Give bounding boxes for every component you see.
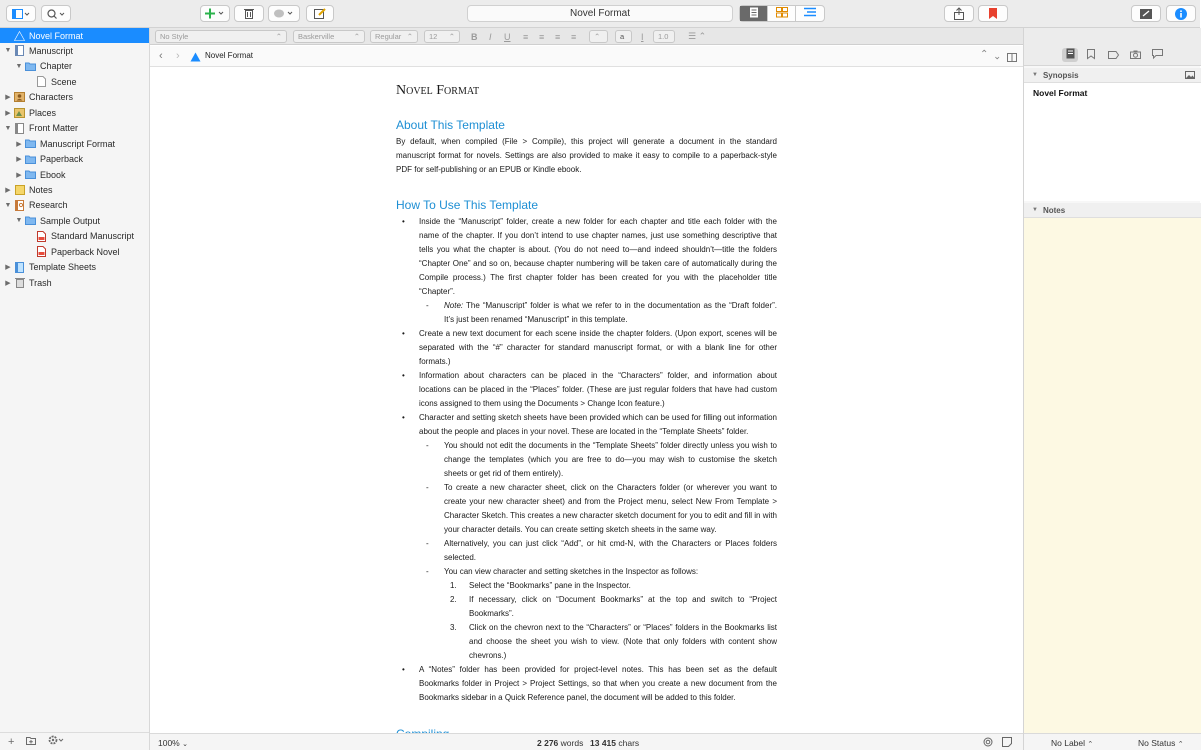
binder-item[interactable] bbox=[0, 213, 149, 228]
chevron-updown-icon: ⌃ bbox=[353, 32, 360, 41]
chevron-updown-icon: ⌃ bbox=[594, 32, 601, 41]
tab-metadata[interactable] bbox=[1105, 48, 1121, 62]
binder-item-label: Trash bbox=[29, 277, 52, 288]
heading-how-to-use: How To Use This Template bbox=[396, 198, 539, 212]
folder-icon bbox=[25, 139, 36, 149]
corkboard-view-button[interactable] bbox=[768, 6, 796, 21]
add-button[interactable] bbox=[200, 5, 230, 22]
binder-item-label: Paperback Novel bbox=[51, 246, 120, 257]
disclosure-triangle-icon[interactable]: ▶ bbox=[5, 187, 11, 194]
header-doc-title[interactable]: Novel Format bbox=[205, 51, 254, 60]
align-left-icon: ≡ bbox=[523, 31, 529, 42]
align-left-button[interactable] bbox=[523, 30, 528, 43]
list-item: - You can view character and setting sketches in the Inspector as follows: bbox=[426, 567, 699, 576]
disclosure-triangle-icon[interactable]: ▶ bbox=[5, 109, 11, 117]
chevron-updown-icon: ⌃ bbox=[1087, 741, 1094, 748]
binder-item[interactable] bbox=[0, 260, 149, 275]
binder-item[interactable] bbox=[0, 28, 149, 43]
view-mode-control bbox=[739, 5, 825, 22]
list-item: 2. If necessary, click on “Document Bookmarks” at the top and switch to “Project Bookmarks”. bbox=[450, 595, 777, 618]
synopsis-title[interactable]: Novel Format bbox=[1033, 88, 1088, 98]
document-text[interactable] bbox=[396, 79, 777, 737]
inspector-toggle-button[interactable] bbox=[1166, 5, 1196, 22]
label-select[interactable]: No Label ⌃ bbox=[1051, 738, 1094, 748]
disclosure-triangle-icon[interactable]: ▼ bbox=[4, 201, 12, 209]
tab-comments[interactable] bbox=[1149, 48, 1165, 62]
folder-icon bbox=[25, 170, 36, 180]
inspector-footer bbox=[1024, 733, 1201, 750]
list-icon: ☰ ⌃ bbox=[688, 31, 707, 41]
binder-item[interactable] bbox=[0, 121, 149, 136]
chevron-updown-icon: ⌃ bbox=[448, 32, 455, 41]
forward-arrow-icon[interactable]: › bbox=[176, 50, 180, 62]
list-item: • A “Notes” folder has been provided for project-level notes. This has been set as the default Bookmarks folder in Project > Project Settings, so that when you create a new document from the Bookmarks sidebar in a Quick Reference panel, the document will be added to this folder. bbox=[402, 665, 777, 702]
search-button[interactable] bbox=[41, 5, 71, 22]
disclosure-triangle-icon[interactable]: ▶ bbox=[16, 140, 22, 148]
share-button[interactable] bbox=[944, 5, 974, 22]
font-size-select[interactable]: 12 ⌃ bbox=[424, 30, 460, 43]
align-right-button[interactable] bbox=[555, 30, 560, 43]
folder-icon bbox=[25, 216, 36, 226]
manuscript-icon bbox=[14, 46, 25, 56]
align-center-button[interactable] bbox=[539, 30, 544, 43]
inspector-icon bbox=[1175, 8, 1187, 20]
tag-icon bbox=[1108, 48, 1119, 62]
disclosure-triangle-icon[interactable]: ▼ bbox=[4, 124, 12, 132]
list-item: 1. Select the “Bookmarks” pane in the Inspector. bbox=[450, 581, 631, 590]
list-item: - To create a new character sheet, click on the Characters folder (or wherever you want to create your new character sheet) and from the Project menu, select New From Template > Character Sketch. This creates a new character sketch document for you to edit and fill in with your character details. You can create setting sketch sheets in the same way. bbox=[426, 483, 777, 534]
notes-icon bbox=[14, 185, 25, 195]
bold-button[interactable]: B bbox=[471, 31, 478, 42]
folder-icon bbox=[25, 61, 36, 71]
disclosure-triangle-icon[interactable]: ▶ bbox=[5, 94, 11, 102]
binder-item[interactable] bbox=[0, 183, 149, 198]
align-right-icon: ≡ bbox=[555, 31, 561, 42]
italic-button[interactable]: I bbox=[489, 31, 492, 42]
corkboard-icon bbox=[776, 7, 788, 21]
disclosure-triangle-icon[interactable]: ▶ bbox=[5, 279, 11, 287]
binder-item-label: Places bbox=[29, 107, 57, 118]
binder-item-label: Standard Manuscript bbox=[51, 231, 135, 242]
binder-item-label: Sample Output bbox=[40, 215, 101, 226]
chevron-updown-icon: ⌃ bbox=[406, 32, 413, 41]
pdf-icon bbox=[36, 231, 47, 241]
disclosure-triangle-icon[interactable]: ▶ bbox=[5, 264, 11, 272]
highlight-color-select[interactable] bbox=[589, 30, 608, 43]
binder-item[interactable] bbox=[0, 275, 149, 290]
document-title: Novel Format bbox=[396, 83, 480, 98]
char-count: 13 415 chars bbox=[590, 738, 640, 748]
keywords-icon bbox=[273, 8, 295, 19]
binder-item[interactable] bbox=[0, 90, 149, 105]
compose-mode-icon bbox=[1140, 9, 1152, 19]
gear-icon[interactable] bbox=[48, 735, 64, 748]
binder-item[interactable] bbox=[0, 152, 149, 167]
project-icon bbox=[14, 31, 25, 41]
font-weight-select[interactable]: Regular ⌃ bbox=[370, 30, 418, 43]
paragraph-about: By default, when compiled (File > Compile), this project will generate a document in the standard manuscript format for novels. Settings are also provided to make it easy to compile to a paperback-style PDF for self-publishing or an EPUB or Kindle ebook. bbox=[396, 137, 777, 174]
trash-icon bbox=[244, 8, 254, 19]
bookmark-button[interactable] bbox=[978, 5, 1008, 22]
binder-item-label: Scene bbox=[51, 76, 77, 87]
disclosure-triangle-icon[interactable]: ▶ bbox=[16, 171, 22, 179]
target-icon[interactable] bbox=[983, 737, 993, 749]
add-folder-icon[interactable] bbox=[26, 736, 36, 748]
notes-editor[interactable] bbox=[1024, 218, 1201, 733]
inspector-tabs bbox=[1024, 28, 1201, 66]
annotation-icon[interactable] bbox=[1002, 737, 1012, 749]
editor-header-bar bbox=[150, 46, 1023, 67]
status-select[interactable]: No Status ⌃ bbox=[1138, 738, 1184, 748]
binder-sidebar bbox=[0, 28, 150, 750]
template-icon bbox=[14, 262, 25, 272]
binder-item-label: Chapter bbox=[40, 61, 73, 72]
tab-bookmarks[interactable] bbox=[1083, 48, 1099, 62]
list-item: 3. Click on the chevron next to the “Characters” or “Places” folders in the Bookmarks list and choose the sheet you wish to view. (Note that only folders with content show chevrons.) bbox=[450, 623, 777, 660]
line-spacing-icon: I bbox=[641, 31, 644, 42]
disclosure-icon: ▼ bbox=[1032, 72, 1038, 78]
pdf-icon bbox=[36, 247, 47, 257]
binder-item-label: Template Sheets bbox=[29, 262, 97, 273]
binder-item-label: Characters bbox=[29, 92, 74, 103]
back-arrow-icon[interactable]: ‹ bbox=[159, 50, 163, 62]
font-select[interactable]: Baskerville ⌃ bbox=[293, 30, 365, 43]
style-select[interactable]: No Style ⌃ bbox=[155, 30, 287, 43]
compose-mode-button[interactable] bbox=[1131, 5, 1161, 22]
disclosure-triangle-icon[interactable]: ▼ bbox=[4, 47, 12, 55]
binder-view-button[interactable] bbox=[6, 5, 36, 22]
image-icon[interactable] bbox=[1185, 71, 1195, 81]
binder-item[interactable] bbox=[0, 167, 149, 182]
binder-item[interactable] bbox=[0, 105, 149, 120]
list-item: • Inside the “Manuscript” folder, create a new folder for each chapter and title each folder with the name of the chapter. If you don’t intend to use chapter names, just use something descriptive that tells you what the chapter is about. (You do not need to—and indeed shouldn’t—title the folders “Chapter One” and so on, because chapter numbering will be taken care of automatically during the Compile process.) The first chapter folder has been created for you with the placeholder title “Chapter”. bbox=[402, 217, 777, 296]
chevron-down-icon: ⌄ bbox=[182, 741, 188, 748]
editor-footer bbox=[150, 733, 1023, 750]
binder-item-label: Research bbox=[29, 200, 68, 211]
folder-icon bbox=[25, 154, 36, 164]
list-item: - You should not edit the documents in the “Template Sheets” folder directly unless you wish to change the templates (which you are free to do—you may wish to customise the sketch sheets or get rid of them entirely). bbox=[426, 441, 777, 478]
characters-icon bbox=[14, 92, 25, 102]
list-item: - Note: The “Manuscript” folder is what we refer to in the documentation as the “Draft folder”. It’s just been renamed “Manuscript” in this template. bbox=[426, 301, 777, 324]
outliner-view-button[interactable] bbox=[796, 6, 824, 21]
bookmark-icon bbox=[989, 8, 997, 19]
binder-item[interactable] bbox=[0, 43, 149, 58]
binder-item[interactable] bbox=[0, 244, 149, 259]
camera-icon bbox=[1130, 48, 1141, 62]
add-item-icon[interactable]: + bbox=[8, 735, 15, 748]
quick-reference-icon bbox=[314, 8, 326, 19]
places-icon bbox=[14, 108, 25, 118]
main-toolbar bbox=[0, 0, 1200, 28]
align-center-icon: ≡ bbox=[539, 31, 545, 42]
binder-item-label: Novel Format bbox=[29, 30, 84, 41]
binder-item-label: Paperback bbox=[40, 154, 84, 165]
research-icon bbox=[14, 200, 25, 210]
composition-icon bbox=[749, 7, 759, 21]
underline-button[interactable]: U bbox=[504, 31, 511, 42]
tab-notes[interactable] bbox=[1062, 48, 1078, 62]
search-icon bbox=[47, 9, 65, 19]
disclosure-icon: ▼ bbox=[1032, 207, 1038, 213]
chevron-up-icon[interactable]: ⌃ bbox=[980, 49, 989, 60]
binder-footer bbox=[0, 732, 149, 750]
synopsis-card[interactable] bbox=[1024, 83, 1201, 201]
bookmark-icon bbox=[1087, 48, 1095, 62]
line-spacing-select[interactable]: 1.0 bbox=[653, 30, 675, 43]
add-icon bbox=[205, 8, 225, 19]
list-item: • Create a new text document for each scene inside the chapter folders. (Upon export, scenes will be separated with the “#” character for standard manuscript format, or with a blank line for other formats.) bbox=[402, 329, 777, 366]
notes-header[interactable]: ▼ Notes bbox=[1024, 203, 1201, 218]
binder-item[interactable] bbox=[0, 229, 149, 244]
notebook-icon bbox=[1066, 48, 1075, 62]
list-button[interactable] bbox=[688, 30, 706, 43]
disclosure-triangle-icon[interactable]: ▼ bbox=[15, 217, 23, 225]
binder-item[interactable] bbox=[0, 198, 149, 213]
binder-item[interactable] bbox=[0, 59, 149, 74]
binder-view-icon bbox=[12, 9, 30, 19]
project-title: Novel Format bbox=[467, 5, 733, 22]
keywords-button[interactable] bbox=[268, 5, 300, 22]
list-item: • Information about characters can be placed in the “Characters” folder, and information about locations can be placed in the “Places” folder. (These are just regular folders that have had custom icons assigned to them using the Documents > Change Icon feature.) bbox=[402, 371, 777, 408]
justify-button[interactable] bbox=[571, 30, 576, 43]
composition-view-button[interactable] bbox=[740, 6, 768, 21]
justify-icon: ≡ bbox=[571, 31, 577, 42]
trash-icon bbox=[14, 278, 25, 288]
editor-pane[interactable] bbox=[150, 67, 1023, 733]
chevron-down-icon[interactable]: ⌃ bbox=[993, 49, 1002, 60]
binder-item[interactable] bbox=[0, 136, 149, 151]
disclosure-triangle-icon[interactable]: ▶ bbox=[16, 156, 22, 164]
tab-snapshots[interactable] bbox=[1127, 48, 1143, 62]
inspector-panel bbox=[1023, 28, 1200, 750]
zoom-select[interactable]: 100% ⌄ bbox=[158, 738, 188, 748]
binder-item[interactable] bbox=[0, 74, 149, 89]
word-count: 2 276 words bbox=[537, 738, 584, 748]
quick-reference-button[interactable] bbox=[306, 5, 334, 22]
project-icon bbox=[190, 51, 201, 65]
split-editor-icon[interactable] bbox=[1007, 51, 1017, 65]
move-to-trash-button[interactable] bbox=[234, 5, 264, 22]
chevron-updown-icon: ⌃ bbox=[275, 32, 282, 41]
document-icon bbox=[36, 77, 47, 87]
share-icon bbox=[954, 8, 964, 20]
front-matter-icon bbox=[14, 123, 25, 133]
synopsis-header[interactable]: ▼ Synopsis bbox=[1024, 68, 1201, 83]
binder-item-label: Ebook bbox=[40, 169, 66, 180]
list-item: • Character and setting sketch sheets have been provided which can be used for filling out information about the people and places in your novel. These are located in the “Template Sheets” folder. bbox=[402, 413, 777, 436]
text-color-select[interactable]: a bbox=[615, 30, 632, 43]
list-item: - Alternatively, you can just click “Add”, or hit cmd-N, with the Characters or Places folders selected. bbox=[426, 539, 777, 562]
chevron-updown-icon: ⌃ bbox=[1177, 741, 1184, 748]
comment-icon bbox=[1152, 48, 1163, 62]
heading-about: About This Template bbox=[396, 118, 505, 132]
binder-item-label: Manuscript bbox=[29, 45, 74, 56]
binder-item-label: Notes bbox=[29, 185, 53, 195]
outliner-icon bbox=[804, 7, 816, 21]
disclosure-triangle-icon[interactable]: ▼ bbox=[15, 62, 23, 70]
format-bar bbox=[150, 28, 1023, 45]
binder-item-label: Front Matter bbox=[29, 123, 79, 134]
binder-item-label: Manuscript Format bbox=[40, 138, 116, 149]
